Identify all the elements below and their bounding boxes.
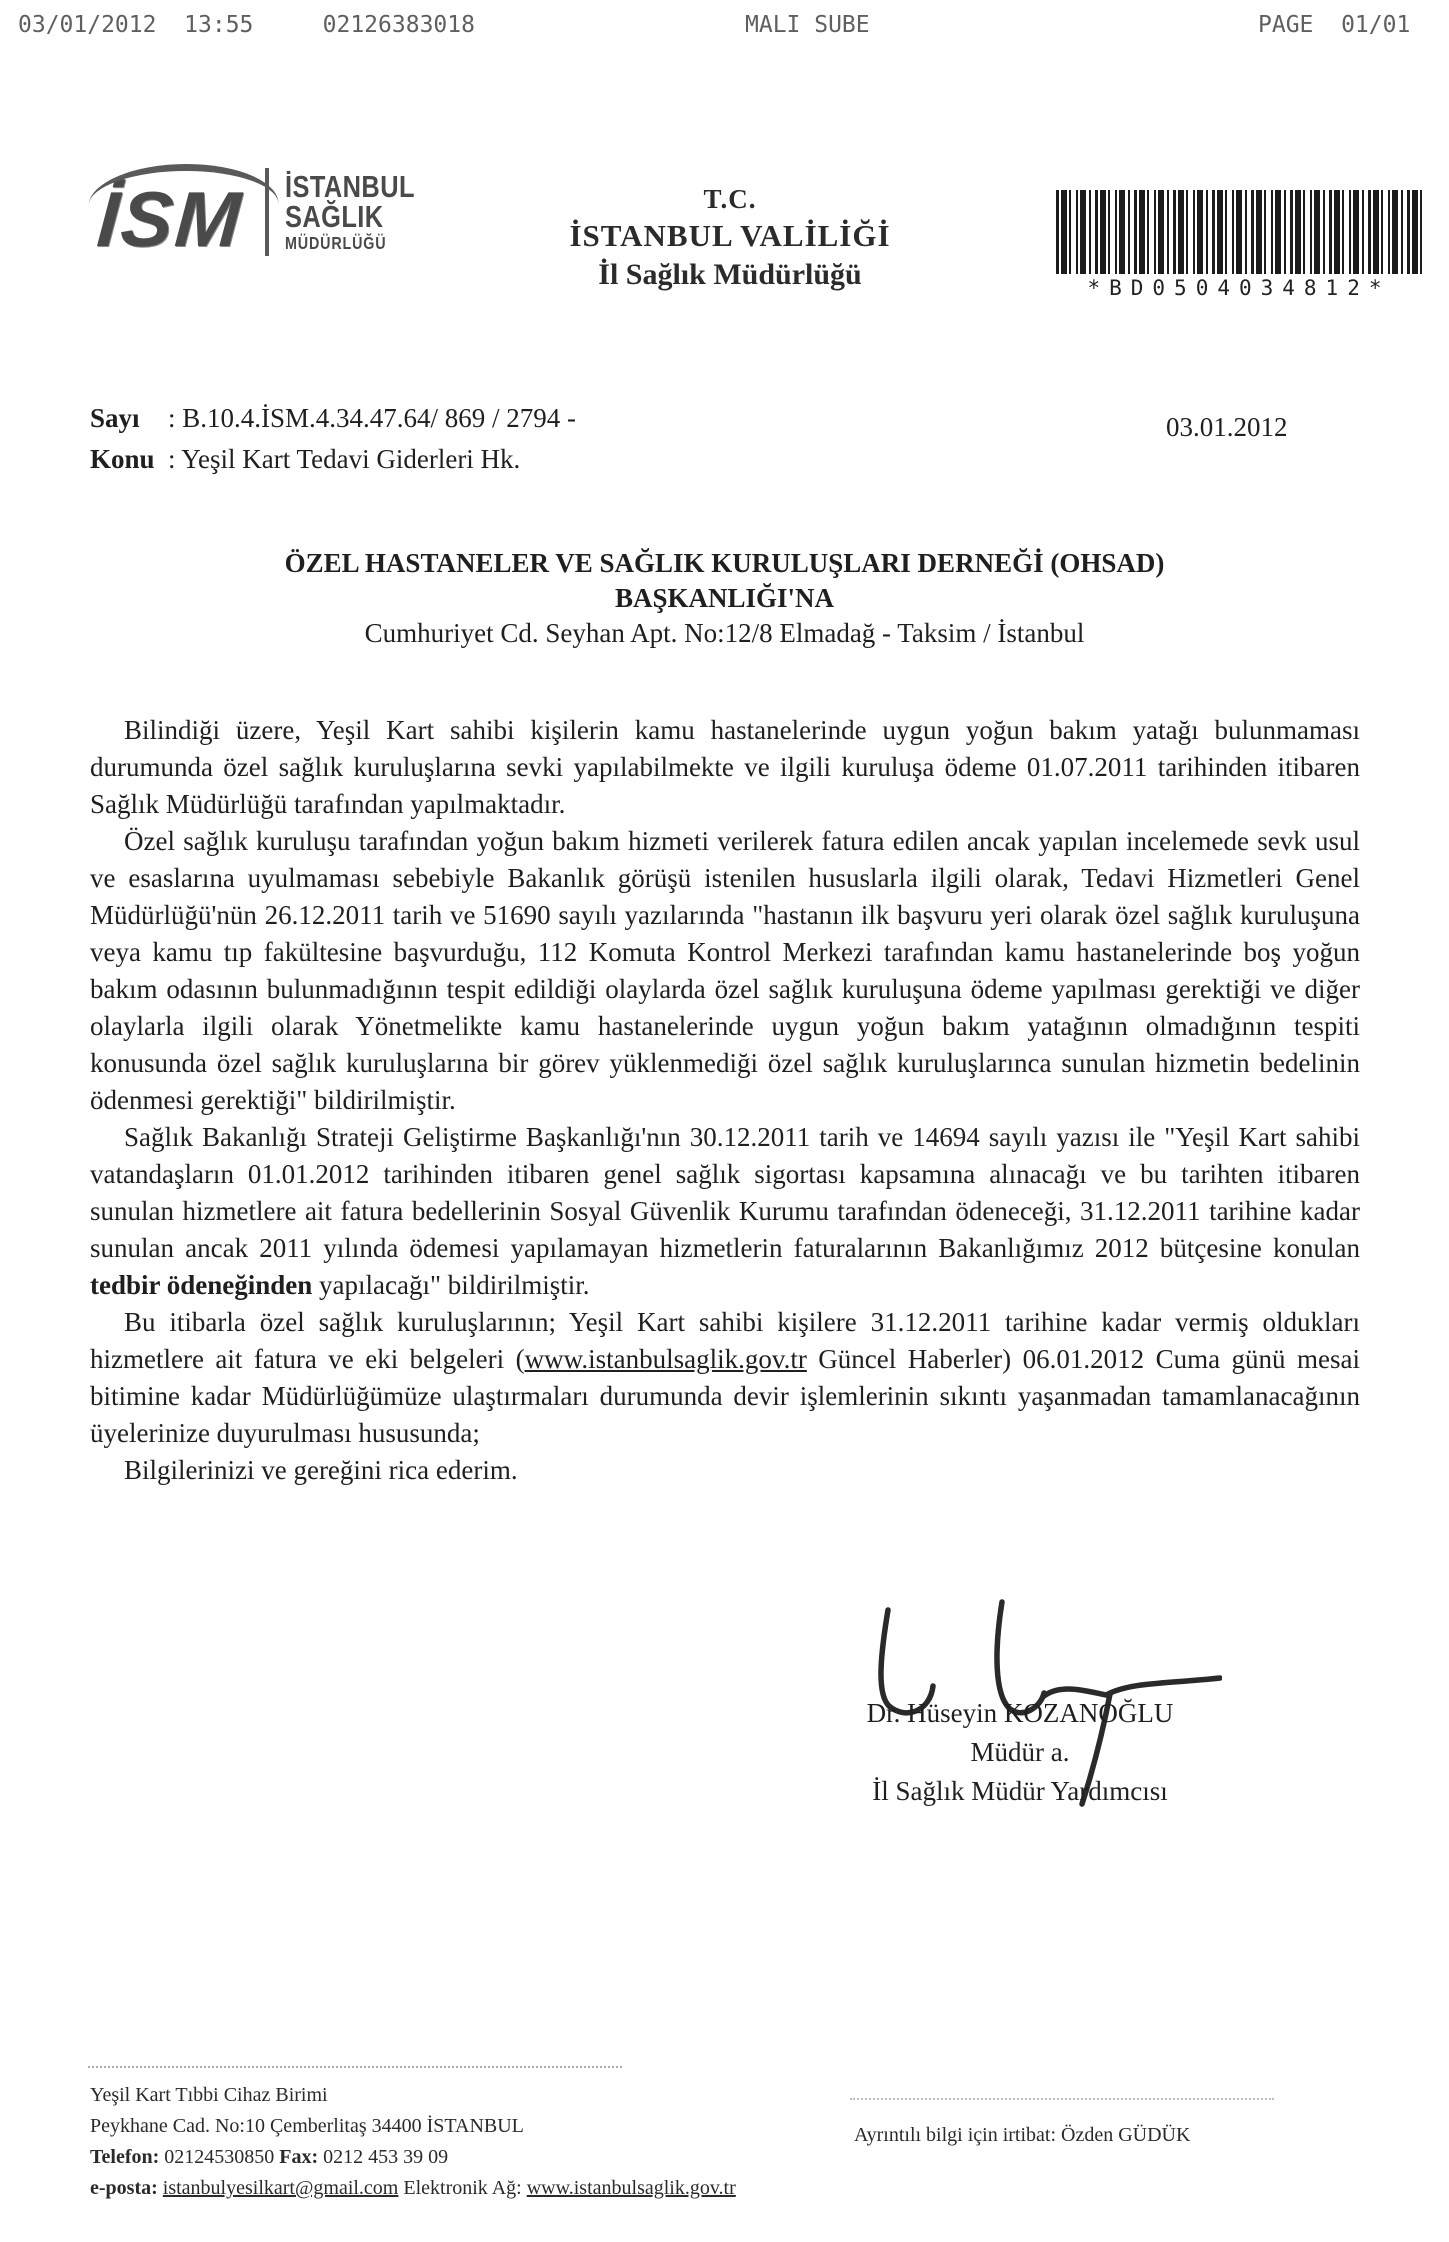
logo-caption-line2: SAĞLIK bbox=[284, 199, 384, 235]
footer-address: Peykhane Cad. No:10 Çemberlitaş 34400 İSTANBUL bbox=[90, 2115, 524, 2137]
document-meta bbox=[90, 398, 576, 480]
ism-logo bbox=[92, 166, 443, 263]
footer-divider-right bbox=[850, 2098, 1274, 2100]
barcode-text: *BD0504034812* bbox=[1087, 276, 1391, 300]
recipient-org: ÖZEL HASTANELER VE SAĞLIK KURULUŞLARI DERNEĞİ (OHSAD) bbox=[284, 548, 1165, 578]
letterhead-tc: T.C. bbox=[703, 184, 757, 214]
paragraph-3-bold-phrase: tedbir ödeneğinden bbox=[90, 1270, 313, 1300]
fax-datetime-number: 03/01/2012 13:55 02126383018 bbox=[18, 12, 475, 38]
konu-value: : Yeşil Kart Tedavi Giderleri Hk. bbox=[168, 444, 521, 474]
footer-eposta-line bbox=[90, 2173, 736, 2204]
paragraph-1: Bilindiği üzere, Yeşil Kart sahibi kişilerin kamu hastanelerinde uygun yoğun bakım yatağı bulunmaması durumunda özel sağlık kuruluşlarına sevki yapılabilmekte ve ilgili kuruluşa ödeme 01.07.2011 tarihinden itibaren Sağlık Müdürlüğü tarafından yapılmaktadır. bbox=[90, 715, 1360, 819]
signer-title-2: İl Sağlık Müdür Yardımcısı bbox=[872, 1776, 1168, 1806]
closing-line: Bilgilerinizi ve gereğini rica ederim. bbox=[124, 1455, 518, 1485]
recipient-office: BAŞKANLIĞI'NA bbox=[614, 583, 835, 613]
footer-phone-value: 02124530850 bbox=[159, 2146, 280, 2168]
letterhead-mudurluk: İl Sağlık Müdürlüğü bbox=[598, 258, 862, 291]
footer-unit: Yeşil Kart Tıbbi Cihaz Birimi bbox=[90, 2084, 328, 2106]
footer-website-link[interactable]: www.istanbulsaglik.gov.tr bbox=[526, 2177, 736, 2199]
konu-row bbox=[90, 439, 576, 480]
footer-fax-label: Fax: bbox=[279, 2146, 319, 2168]
logo-divider bbox=[265, 168, 269, 256]
footer-divider-left bbox=[88, 2066, 622, 2068]
paragraph-3 bbox=[90, 1119, 1360, 1304]
signer-title-1: Müdür a. bbox=[970, 1737, 1070, 1767]
logo-arc-shape bbox=[88, 164, 281, 205]
paragraph-3-tail: yapılacağı" bildirilmiştir. bbox=[312, 1270, 590, 1300]
logo-caption bbox=[284, 169, 415, 253]
fax-department: MALI SUBE bbox=[745, 12, 870, 38]
logo-acronym: İSM bbox=[94, 175, 246, 263]
ism-logo-mark bbox=[89, 166, 252, 263]
fax-page-count: PAGE 01/01 bbox=[1258, 12, 1411, 38]
sayi-value: : B.10.4.İSM.4.34.47.64/ 869 / 2794 - bbox=[168, 403, 577, 433]
footer-phone-line bbox=[90, 2142, 736, 2173]
footer-contact-note: Ayrıntılı bilgi için irtibat: Özden GÜDÜK bbox=[854, 2124, 1191, 2146]
sayi-row bbox=[90, 398, 576, 439]
paragraph-4-tail: Güncel Haberler) 06.01.2012 Cuma günü mesai bitimine kadar Müdürlüğümüze ulaştırmaları durumunda devir işlemlerinin sıkıntı yaşanmadan tamamlanacağının üyelerinize duyurulması hususunda; bbox=[90, 1344, 1360, 1448]
konu-label: Konu bbox=[90, 444, 155, 474]
logo-caption-line3: MÜDÜRLÜĞÜ bbox=[284, 232, 387, 253]
barcode-bars bbox=[1056, 190, 1422, 274]
fax-transmission-header bbox=[0, 12, 1449, 46]
document-date: 03.01.2012 bbox=[1166, 412, 1288, 442]
letterhead-valilik: İSTANBUL VALİLİĞİ bbox=[569, 218, 891, 253]
recipient-address: Cumhuriyet Cd. Seyhan Apt. No:12/8 Elmadağ - Taksim / İstanbul bbox=[364, 618, 1085, 648]
sayi-label: Sayı bbox=[90, 403, 140, 433]
recipient-block bbox=[0, 546, 1449, 651]
footer-eposta-label: e-posta: bbox=[90, 2177, 163, 2199]
signer-name: Dr. Hüseyin KOZANOĞLU bbox=[866, 1698, 1174, 1728]
paragraph-4 bbox=[90, 1304, 1360, 1452]
footer-phone-label: Telefon: bbox=[90, 2146, 160, 2168]
document-barcode bbox=[1056, 190, 1422, 300]
logo-caption-line1: İSTANBUL bbox=[284, 169, 415, 205]
footer-contact-block bbox=[90, 2080, 736, 2204]
footer-ag-label: Elektronik Ağ: bbox=[398, 2177, 527, 2199]
letterhead bbox=[540, 182, 920, 294]
signature-block bbox=[770, 1694, 1270, 1811]
paragraph-4-text: Bu itibarla özel sağlık kuruluşlarının; Yeşil Kart sahibi kişilere 31.12.2011 tarihine kadar vermiş oldukları hizmetlere ait fatura ve eki belgeleri ( bbox=[90, 1307, 1360, 1374]
footer-email-link[interactable]: istanbulyesilkart@gmail.com bbox=[162, 2177, 399, 2199]
letter-body bbox=[90, 712, 1360, 1489]
paragraph-3-text: Sağlık Bakanlığı Strateji Geliştirme Başkanlığı'nın 30.12.2011 tarih ve 14694 sayılı yazısı ile "Yeşil Kart sahibi vatandaşların 01.01.2012 tarihinden itibaren genel sağlık sigortası kapsamına alınacağı ve bu tarihten itibaren sunulan hizmetlere ait fatura bedellerinin Sosyal Güvenlik Kurumu tarafından ödeneceği, 31.12.2011 tarihine kadar sunulan ancak 2011 yılında ödemesi yapılamayan hizmetlerin faturalarının Bakanlığımız 2012 bütçesine konulan bbox=[90, 1122, 1360, 1263]
website-link[interactable]: www.istanbulsaglik.gov.tr bbox=[524, 1344, 807, 1374]
footer-fax-value: 0212 453 39 09 bbox=[318, 2146, 449, 2168]
paragraph-2: Özel sağlık kuruluşu tarafından yoğun bakım hizmeti verilerek fatura edilen ancak yapılan incelemede sevk usul ve esaslarına uyulmaması sebebiyle Bakanlık görüşü istenilen hususlarla ilgili olarak, Tedavi Hizmetleri Genel Müdürlüğü'nün 26.12.2011 tarih ve 51690 sayılı yazılarında "hastanın ilk başvuru yeri olarak özel sağlık kuruluşuna veya kamu tıp fakültesine başvurduğu, 112 Komuta Kontrol Merkezi tarafından kamu hastanelerinde boş yoğun bakım odasının bulunmadığının tespit edildiği olaylarda özel sağlık kuruluşuna ödeme yapılması gerektiği ve diğer olaylarla ilgili olarak Yönetmelikte kamu hastanelerinde uygun yoğun bakım yatağının olmadığının tespiti konusunda özel sağlık kuruluşlarına bir görev yüklenmediği özel sağlık kuruluşlarınca sunulan hizmetin bedelinin ödenmesi gerektiği" bildirilmiştir. bbox=[90, 826, 1360, 1115]
